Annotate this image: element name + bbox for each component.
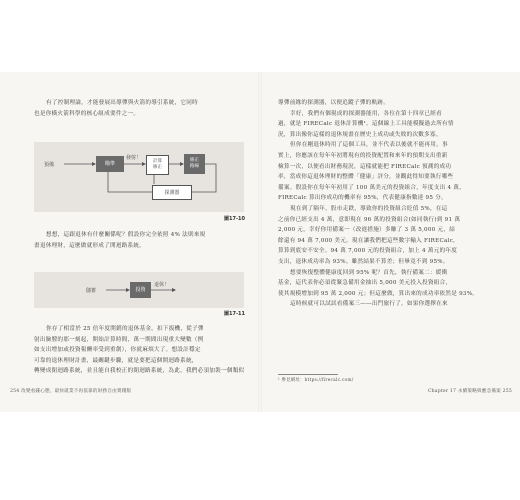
right-page <box>262 72 520 412</box>
text-line: 也是你橫火箭科學的核心組成要件之一。 <box>34 110 140 117</box>
text-line: 有了控制理論，才能發展出導彈與火箭的導引系統，它同時 <box>46 100 198 106</box>
left-paragraph-1 <box>34 98 244 119</box>
text-line: 過，就是 FIRECalc 退休計算機¹。這個線上工具能模擬過去所有情 <box>278 121 454 128</box>
box-calc: 計算 修正 <box>146 155 169 175</box>
figure-caption-1: 圖17-10 <box>224 216 245 222</box>
text-line: 如支出增加或投資報酬率受到重創），你就麻煩大了。想設計穩定 <box>34 347 201 354</box>
left-paragraph-3 <box>34 324 250 377</box>
text-line: 實上，你應該在每年年初將現有的投資配置和來年的預期支出重新 <box>278 152 448 159</box>
text-line: 基金，這代表你必須從緊急備用金抽出 5,000 美元投入投資組合， <box>278 280 452 287</box>
text-line: 之前你已經支出 4 萬，意即現在 96 萬的投資組合(如同執行)到 91 萬 <box>278 216 461 223</box>
figure-arrows <box>34 142 244 212</box>
text-line: 支出，退休成功率為 93%。雖然結果不算差；但畢竟不到 95%。 <box>278 258 449 265</box>
text-line: 檢算一次，以便看出財務現況，這樣就能把 FIRECalc 預測的成功 <box>278 163 452 170</box>
text-line: 你存了相當於 25 倍年度開銷的退休基金，扣下扳機，從子彈 <box>46 326 204 332</box>
box-invest: 投資 <box>130 282 151 298</box>
text-line: FIRECalc 算出你成功的機率有 95%，代表健康指數達 95 分。 <box>278 195 447 202</box>
label-retire: 退休！ <box>154 282 170 288</box>
text-line: 想想，這跟退休有什麼關係呢？假設你完全依照 4% 法則來規 <box>46 232 206 238</box>
figure-caption-2: 圖17-11 <box>224 311 245 317</box>
right-paragraph <box>278 98 498 310</box>
text-line: 況，算出像你這樣的退休規畫在歷史上成功或失敗的次數多寡。 <box>278 131 442 138</box>
closed-loop-figure <box>34 142 244 212</box>
left-page-footer: 254 改變看錢心態，最快就業不再依靠的財務自由實踐版 <box>10 389 132 394</box>
right-page-footer: Chapter 17 永續策略與應急備案 255 <box>427 389 512 394</box>
text-line: 射出臉膛的那一刻起，開始計算時間，萬一期間出現重大變數（例 <box>34 336 204 343</box>
text-line: 轉變成閉迴路系統，並且能自我校正的閉迴路系統，為此，我們必須加裝一個類似 <box>34 368 245 375</box>
box-fix: 修正 路線 <box>184 154 205 174</box>
text-line: 現在到了隔年，股市走跌，導致你的投資組合貶值 5%，在這 <box>290 205 448 212</box>
text-line: 餘還有 94 萬 7,000 美元。現在讓我們把這些數字輸入 FIRECalc， <box>278 237 459 244</box>
left-paragraph-2 <box>34 230 248 251</box>
box-detector: 探測器 <box>152 185 192 200</box>
text-line: 想要恢復整體健康度回到 95% 呢？首先，執行備案二：緩衝 <box>290 269 448 276</box>
book-spread <box>0 72 520 412</box>
text-line: 畫退休理財，這麼做就形成了開迴路系統。 <box>34 242 146 249</box>
label-fire: 發射！ <box>126 155 142 161</box>
text-line: 但你在剛退休時用了這個工具，並不代表以後就不能再用。事 <box>290 142 448 149</box>
text-line: 算算到底安不安全。94 萬 7,000 元的投資組合，加上 4 萬元的年度 <box>278 248 458 255</box>
text-line: 這時候就可以試試看備案三——出門旅行了。如果你選擇在來 <box>290 301 448 308</box>
footnote: ¹ 參見網址：https://firecalc.com/ <box>278 378 354 383</box>
label-savings: 儲蓄 <box>86 288 97 294</box>
text-line: 幸好，我們有個現成的探測器能用，各位在第十四章已經看 <box>290 110 442 117</box>
text-line: 2,000 元，幸好你用備案一（改進措施）多賺了 3 萬 5,000 元，結 <box>278 227 456 234</box>
footnote-rule <box>278 374 338 375</box>
label-forecast: 預備 <box>44 162 55 168</box>
text-line: 率，當成你這退休理財的整體「健康」評分，並觀此得知要執行哪些 <box>278 174 454 181</box>
text-line: 備案。假設你在每年年初用了 100 萬美元的投資組合，年度支出 4 萬， <box>278 184 465 191</box>
box-aim: 瞄準 <box>96 156 124 172</box>
text-line: 導彈前緣的探測器，以便追蹤子彈的軌跡。 <box>278 100 390 106</box>
text-line: 使其規模增加到 95 萬 2,000 元；但這麼做，算出來的成功率依然是 93%。 <box>278 290 479 297</box>
left-page <box>0 72 258 412</box>
open-loop-figure <box>34 272 244 308</box>
text-line: 可靠的退休理財計畫，最關鍵步驟，就是要把這個開迴路系統， <box>34 357 198 364</box>
